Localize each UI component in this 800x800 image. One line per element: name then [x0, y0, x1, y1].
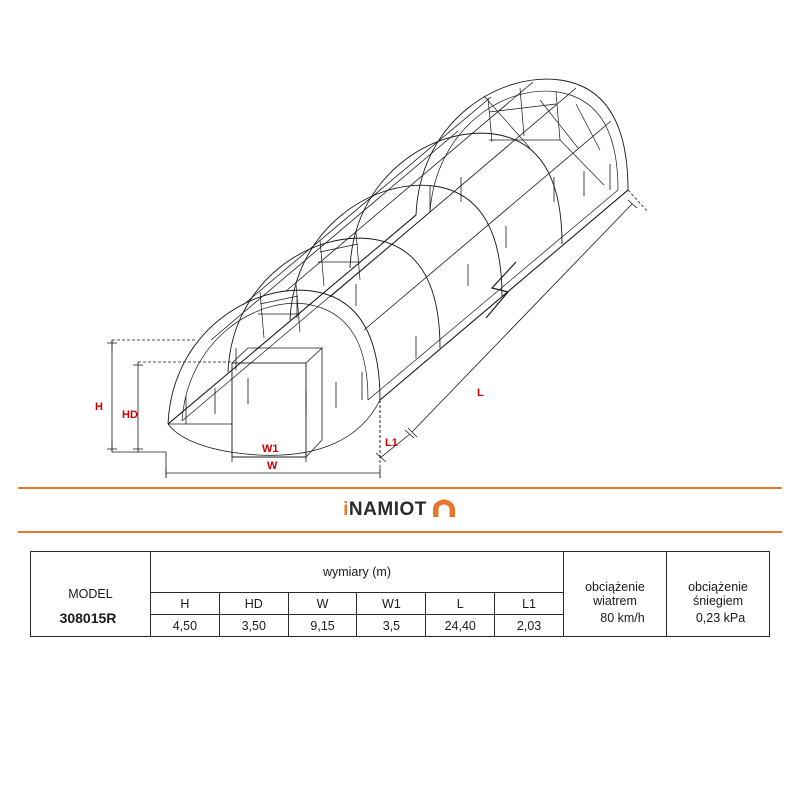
cell-L: 24,40 [426, 615, 495, 637]
subheader-H: H [151, 593, 220, 615]
brand-name [343, 499, 427, 521]
cell-snow-load: 0,23 kPa [695, 611, 746, 625]
label-HD: HD [122, 409, 138, 421]
cell-W: 9,15 [288, 615, 357, 637]
tunnel-structure [168, 79, 628, 470]
brand-lead-letter: i [343, 499, 349, 520]
label-W1: W1 [262, 443, 279, 455]
brand-bar [18, 487, 782, 533]
subheader-W: W [288, 593, 357, 615]
subheader-W1: W1 [357, 593, 426, 615]
brand-rule-bottom [18, 531, 782, 533]
label-H: H [95, 401, 103, 413]
header-snow-line1: obciążenie [688, 580, 748, 594]
cell-HD: 3,50 [219, 615, 288, 637]
header-dimensions: wymiary (m) [151, 552, 564, 593]
subheader-L1: L1 [495, 593, 564, 615]
label-W: W [267, 460, 278, 472]
subheader-L: L [426, 593, 495, 615]
tent-logo-icon [431, 498, 457, 523]
cell-model: 308015R [59, 610, 117, 626]
label-L1: L1 [385, 437, 398, 449]
cell-L1: 2,03 [495, 615, 564, 637]
header-wind-line1: obciążenie [585, 580, 645, 594]
dimension-labels [95, 387, 484, 472]
cell-W1: 3,5 [357, 615, 426, 637]
cell-wind-load: 80 km/h [600, 611, 645, 625]
header-model: MODEL [31, 552, 151, 637]
brand-name-text: NAMIOT [348, 499, 427, 520]
cell-H: 4,50 [151, 615, 220, 637]
header-wind-line2: wiatrem [593, 594, 637, 608]
table-header-row [31, 552, 770, 593]
header-snow-line2: śniegiem [692, 594, 744, 608]
brand-logo [18, 489, 782, 531]
subheader-HD: HD [219, 593, 288, 615]
label-L: L [477, 387, 484, 399]
